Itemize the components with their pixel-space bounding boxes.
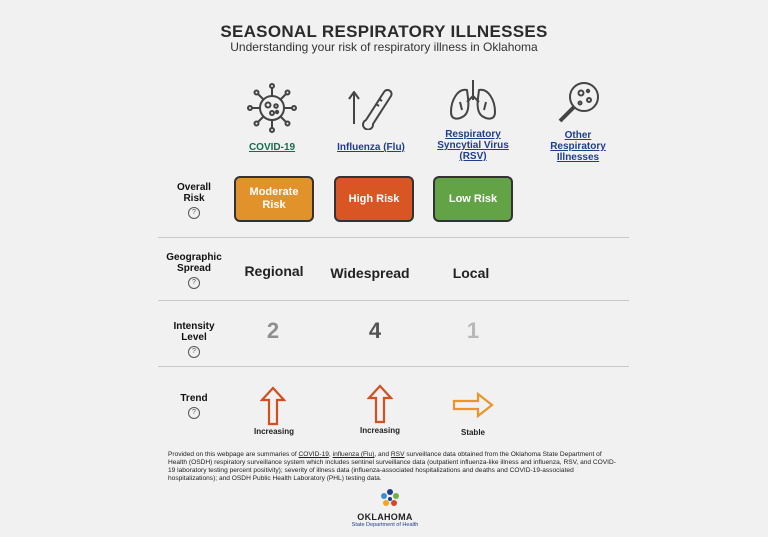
help-icon[interactable]: ? [188, 346, 200, 358]
row-divider [158, 237, 629, 238]
page-title: SEASONAL RESPIRATORY ILLNESSES [220, 22, 548, 41]
column-label-line: COVID-19 [248, 142, 296, 153]
footer-text: , and [374, 451, 390, 458]
arrow-up-icon [367, 384, 393, 429]
virus-icon [246, 82, 298, 134]
column-label-line: Influenza (Flu) [337, 142, 405, 153]
footer-link-influenza[interactable]: influenza (Flu) [332, 451, 375, 458]
footer-text: Provided on this webpage are summaries of [168, 451, 297, 458]
row-label-line: Intensity [173, 321, 215, 332]
risk-badge-influenza [334, 176, 414, 222]
row-divider [158, 366, 629, 367]
row-label-geographic-spread [154, 252, 234, 289]
spread-value-rsv: Local [452, 265, 490, 281]
row-label-line: Risk [183, 193, 205, 204]
footer-text: , [328, 451, 331, 458]
column-label-line: Syncytial Virus [437, 140, 509, 151]
column-link-rsv[interactable] [428, 129, 518, 162]
column-label-line: Other [564, 130, 592, 141]
intensity-value-influenza: 4 [368, 318, 382, 343]
column-label-line: (RSV) [459, 151, 487, 162]
help-icon[interactable]: ? [188, 277, 200, 289]
risk-text: Low Risk [448, 192, 498, 205]
help-icon[interactable]: ? [188, 407, 200, 419]
data-source-note [168, 451, 618, 483]
column-label-line: Respiratory [445, 129, 501, 140]
column-label-line: Respiratory [550, 141, 606, 152]
page-subtitle: Understanding your risk of respiratory illness in Oklahoma [230, 40, 538, 54]
logo-subtitle: State Department of Health [351, 522, 419, 528]
trend-label-rsv: Stable [460, 428, 485, 437]
column-link-other-respiratory[interactable] [538, 130, 618, 163]
row-divider [158, 300, 629, 301]
magnifier-icon [554, 78, 604, 126]
logo-wordmark: OKLAHOMA [357, 512, 413, 522]
footer-link-covid[interactable]: COVID-19 [298, 451, 329, 458]
trend-label-covid: Increasing [253, 427, 294, 436]
column-link-covid[interactable] [234, 142, 310, 153]
row-label-line: Spread [177, 263, 211, 274]
trend-label-influenza: Increasing [359, 426, 400, 435]
risk-badge-rsv [433, 176, 513, 222]
risk-text: Moderate [249, 186, 299, 198]
footer-text: surveillance data obtained from the Oklahoma State Department of Health (OSDH) respiratory surveillance system which includes sentinel surveillance data (outpatient influenza-like illness and influenza, RSV, and COVID-19 laboratory testing percent positivity); severity of illness data (influenza-associated hospitalizations and deaths and COVID-19-associated hospitalizations); and OSDH Public Health Laboratory (PHL) testing data. [168, 451, 616, 482]
row-label-trend [154, 393, 234, 419]
row-label-line: Overall [177, 182, 211, 193]
row-label-overall-risk [154, 182, 234, 219]
risk-text: High Risk [348, 192, 400, 205]
column-label-line: Illnesses [556, 152, 600, 163]
arrow-up-icon [260, 386, 286, 431]
risk-text: Risk [262, 199, 286, 211]
row-label-line: Geographic [166, 252, 222, 263]
help-icon[interactable]: ? [188, 207, 200, 219]
row-label-line: Trend [180, 393, 208, 404]
arrow-right-icon [452, 392, 494, 423]
row-label-line: Level [181, 332, 207, 343]
row-label-intensity-level [154, 321, 234, 358]
lungs-icon [448, 78, 498, 124]
spread-value-influenza: Widespread [330, 265, 410, 281]
intensity-value-covid: 2 [266, 318, 280, 343]
thermometer-icon [346, 84, 396, 130]
intensity-value-rsv: 1 [466, 318, 480, 343]
risk-badge-covid [234, 176, 314, 222]
footer-link-rsv[interactable]: RSV [390, 451, 405, 458]
column-link-influenza[interactable] [326, 142, 416, 153]
spread-value-covid: Regional [244, 263, 304, 279]
